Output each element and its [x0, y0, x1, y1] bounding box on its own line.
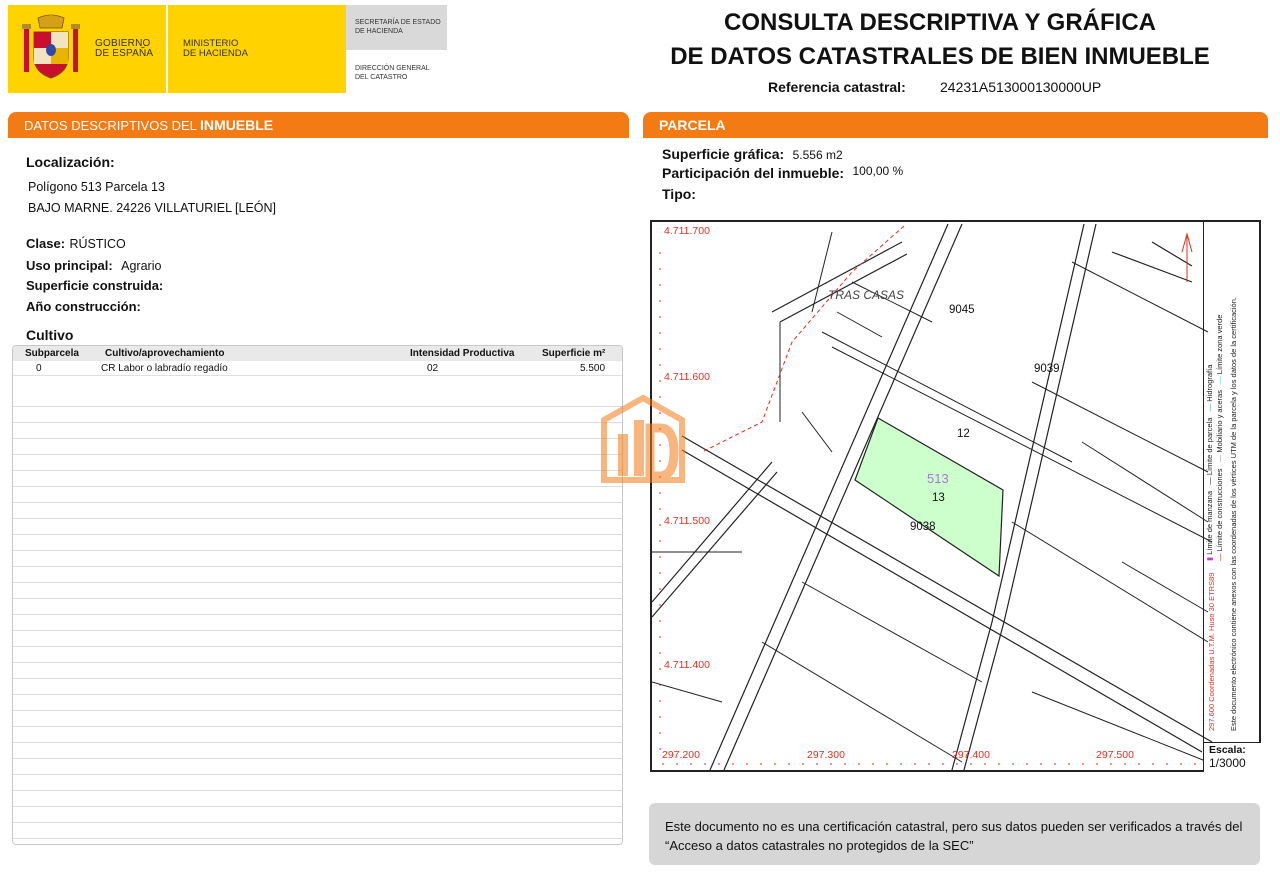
cell-intensidad: 02 [427, 363, 439, 374]
col-cultivo: Cultivo/aprovechamiento [105, 348, 225, 359]
scale-value: 1/3000 [1209, 756, 1246, 770]
parcel-label: 9045 [949, 304, 975, 316]
parcel-label: 9038 [910, 521, 936, 533]
clase-label: Clase: [26, 236, 66, 251]
x-coord-label: 297.400 [952, 749, 990, 761]
y-coord-label: 4.711.600 [664, 371, 710, 383]
x-coord-label: 297.500 [1096, 749, 1134, 761]
legend-row-2: — Límite de construcciones — Mobiliario y aceras — Límite zona verde [1215, 314, 1224, 561]
sup-grafica-label: Superficie gráfica: [662, 146, 785, 162]
participacion-row [662, 165, 903, 183]
polygon-number-label: 513 [927, 471, 949, 486]
scale-label: Escala: [1209, 744, 1246, 756]
y-coord-label: 4.711.700 [664, 225, 710, 237]
cell-subparcela: 0 [36, 363, 42, 374]
verification-note: Este documento no es una certificación catastral, pero sus datos pueden ser verificados a través del “Acceso a datos catastrales no protegidos de la SEC” [649, 803, 1260, 865]
cultivo-title: Cultivo [26, 327, 74, 343]
col-intensidad: Intensidad Productiva [410, 348, 515, 359]
direccion-name: DIRECCIÓN GENERAL DEL CATASTRO [355, 65, 430, 81]
ministry-name: MINISTERIO DE HACIENDA [183, 38, 248, 59]
sup-grafica-row [662, 146, 843, 164]
legend-coords-note: 297.600 Coordenadas U.T.M. Huso 30 ETRS89 [1207, 572, 1216, 731]
x-coord-label: 297.300 [807, 749, 845, 761]
gov-name: GOBIERNO DE ESPAÑA [95, 38, 154, 59]
col-subparcela: Subparcela [25, 348, 79, 359]
localizacion-label: Localización: [26, 154, 115, 170]
uso-value: Agrario [121, 259, 162, 273]
map-legend [1203, 220, 1261, 742]
scale-box [1203, 742, 1261, 772]
secretaria-name: SECRETARÍA DE ESTADO DE HACIENDA [355, 19, 441, 35]
y-coord-label: 4.711.500 [664, 515, 710, 527]
participacion-value: 100,00 % [852, 164, 904, 178]
parcel-label: 12 [957, 428, 970, 440]
anio-construccion-label: Año construcción: [26, 299, 141, 314]
col-superficie: Superficie m² [542, 348, 606, 359]
tipo-label: Tipo: [662, 186, 696, 202]
parcel-label: 9039 [1034, 363, 1060, 375]
page-title: CONSULTA DESCRIPTIVA Y GRÁFICA DE DATOS CATASTRALES DE BIEN INMUEBLE [670, 9, 1210, 70]
x-coord-label: 297.200 [662, 749, 700, 761]
table-row [13, 361, 622, 376]
place-name-label: TRAS CASAS [828, 288, 905, 302]
parcel-label-selected: 13 [932, 492, 945, 504]
referencia-catastral [768, 79, 1102, 95]
y-coord-label: 4.711.400 [664, 659, 710, 671]
localizacion-line1: Polígono 513 Parcela 13 [28, 180, 165, 194]
cultivo-table [12, 345, 623, 845]
section-bar-parcela: PARCELA [643, 112, 1268, 138]
participacion-label: Participación del inmueble: [662, 165, 845, 181]
uso-row [26, 257, 161, 275]
localizacion-line2: BAJO MARNE. 24226 VILLATURIEL [LEÓN] [28, 201, 277, 215]
watermark-logo-icon [598, 394, 688, 484]
clase-row [26, 235, 126, 253]
cell-cultivo: CR Labor o labradío regadío [101, 363, 228, 374]
section-bar-datos: DATOS DESCRIPTIVOS DEL INMUEBLE [8, 112, 629, 138]
coat-of-arms-icon [20, 14, 82, 82]
table-header [13, 346, 622, 361]
cell-superficie: 5.500 [580, 363, 606, 374]
cadastral-map[interactable] [650, 220, 1261, 772]
sup-grafica-value: 5.556 m2 [792, 148, 843, 162]
ref-label: Referencia catastral: [768, 79, 906, 95]
legend-row-1: ▮ Límite de manzana — Límite de parcela — Hidrografía [1205, 364, 1214, 561]
clase-value: RÚSTICO [69, 237, 126, 251]
superficie-construida-label: Superficie construida: [26, 278, 164, 293]
logo-divider [166, 5, 168, 93]
uso-label: Uso principal: [26, 258, 113, 273]
ref-value: 24231A513000130000UP [940, 79, 1102, 95]
legend-doc-note: Este documento electrónico contiene anexos con las coordenadas de los vértices UTM de la parcela y los datos de la certificación. [1229, 297, 1238, 731]
table-empty-rows [13, 391, 622, 845]
